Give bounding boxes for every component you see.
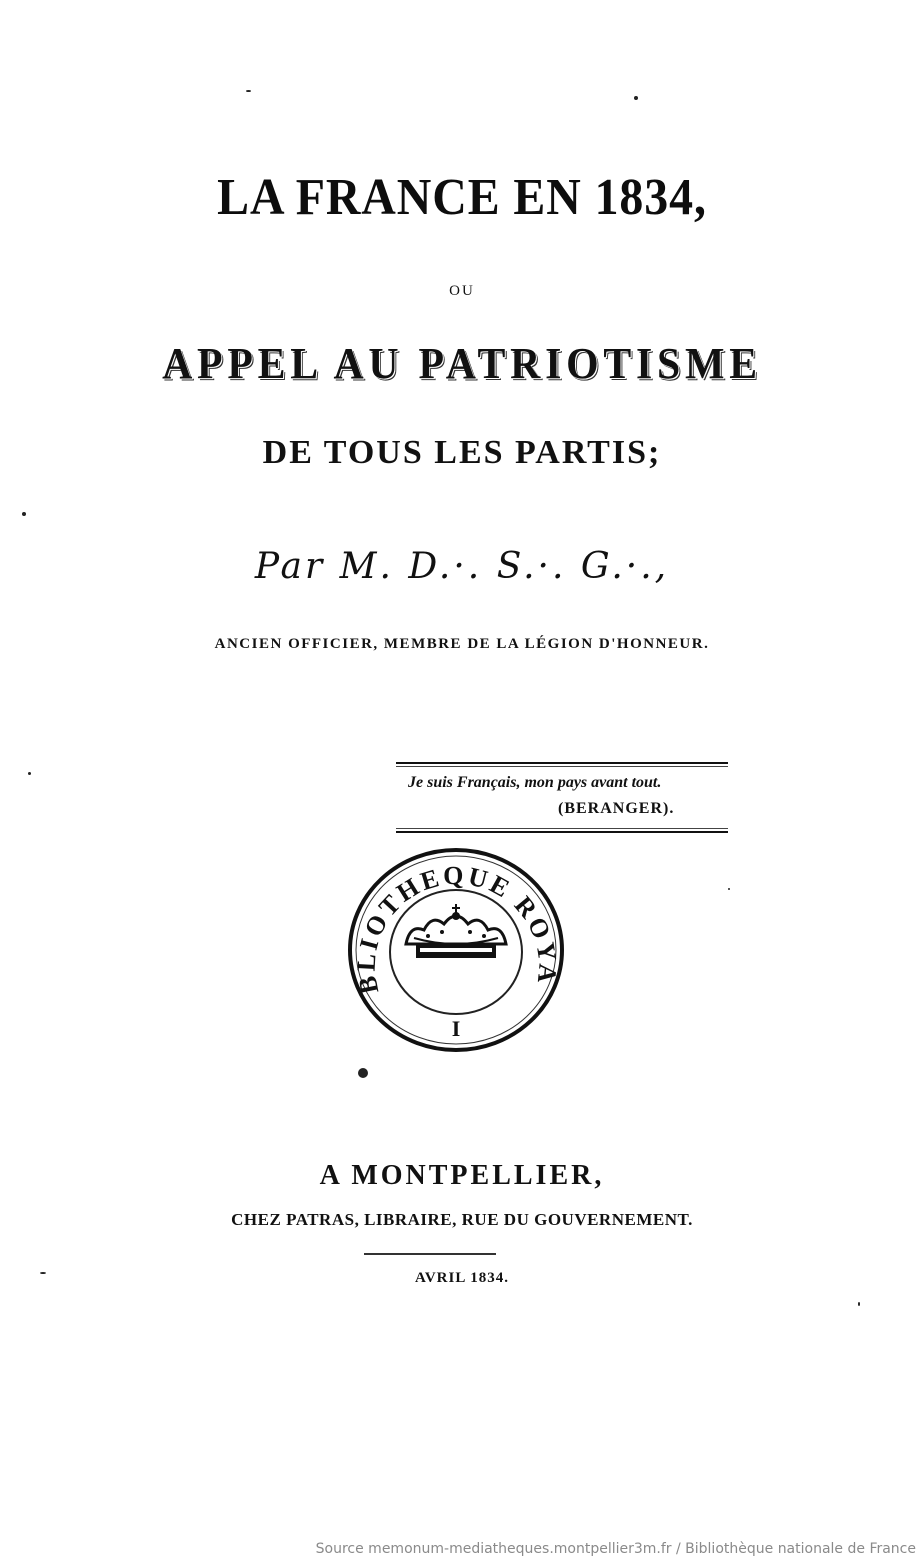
epigraph-bottom-rule-thin xyxy=(396,828,728,829)
stamp-numeral: I xyxy=(451,1016,461,1041)
title-conjunction: OU xyxy=(449,283,475,299)
subtitle: APPEL AU PATRIOTISME xyxy=(162,339,762,388)
imprint-rule xyxy=(364,1253,496,1255)
speck xyxy=(22,512,26,516)
author-line: Par M. D.·. S.·. G.·., xyxy=(254,546,670,587)
epigraph-top-rule-thin xyxy=(396,766,728,767)
epigraph-source: (BERANGER). xyxy=(558,800,675,817)
epigraph-top-rule xyxy=(396,762,728,764)
document-title: LA FRANCE EN 1834, xyxy=(217,169,707,226)
crown-icon xyxy=(406,904,506,958)
imprint-date: AVRIL 1834. xyxy=(414,1270,510,1286)
speck xyxy=(358,1068,368,1078)
speck xyxy=(858,1302,860,1306)
subtitle-line-2: DE TOUS LES PARTIS; xyxy=(262,434,662,471)
stamp-text: BLIOTHEQUE ROYA xyxy=(351,860,563,997)
library-stamp xyxy=(340,838,570,1058)
speck xyxy=(728,888,730,890)
speck xyxy=(28,772,31,775)
epigraph-quote: Je suis Français, mon pays avant tout. xyxy=(408,774,662,791)
speck xyxy=(246,90,251,92)
speck xyxy=(634,96,638,100)
epigraph xyxy=(396,762,728,832)
source-credit: Source memonum-mediatheques.montpellier3m.fr / Bibliothèque nationale de France xyxy=(315,1541,916,1557)
author-title: ANCIEN OFFICIER, MEMBRE DE LA LÉGION D'HONNEUR. xyxy=(214,636,710,652)
epigraph-bottom-rule xyxy=(396,831,728,833)
imprint-place: A MONTPELLIER, xyxy=(319,1160,605,1191)
library-stamp-seal xyxy=(340,838,570,1058)
imprint-publisher: CHEZ PATRAS, LIBRAIRE, RUE DU GOUVERNEMENT. xyxy=(231,1210,693,1229)
